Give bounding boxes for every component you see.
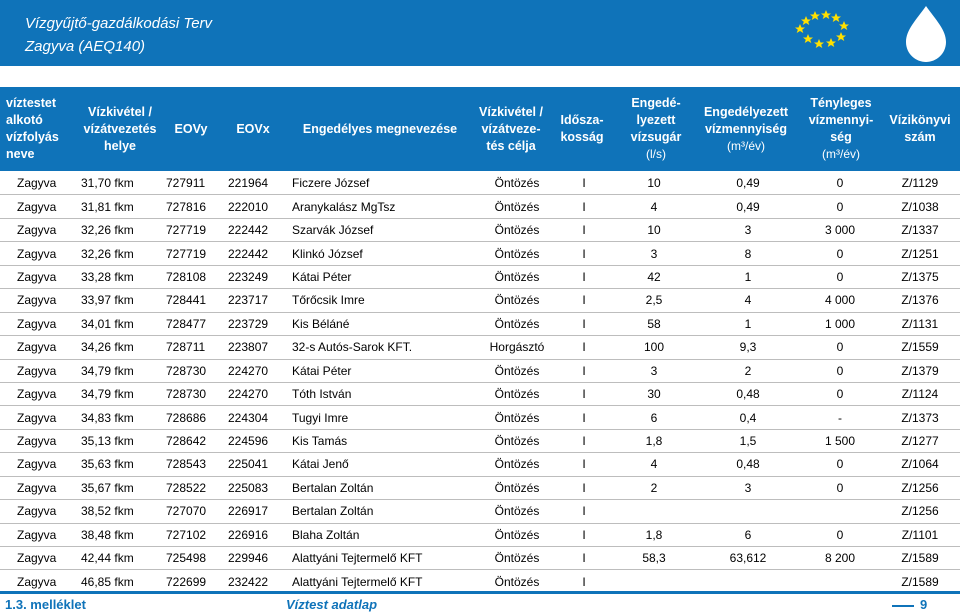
actual-volume-cell: 0 xyxy=(800,172,880,195)
footer-section-label: Víztest adatlap xyxy=(286,597,378,612)
purpose-cell: Öntözés xyxy=(468,570,556,593)
purpose-cell: Öntözés xyxy=(468,218,556,241)
licensed-flow-cell: 2 xyxy=(612,476,696,499)
location-cell: 34,83 fkm xyxy=(74,406,166,429)
licensed-flow-cell: 4 xyxy=(612,453,696,476)
waterbody-cell: Zagyva xyxy=(0,312,74,335)
location-cell: 34,01 fkm xyxy=(74,312,166,335)
eovy-cell: 728730 xyxy=(166,359,228,382)
table-row xyxy=(0,429,960,452)
licensed-flow-cell: 3 xyxy=(612,359,696,382)
eovy-cell: 727070 xyxy=(166,500,228,523)
page-number: 9 xyxy=(920,597,928,612)
licensed-volume-cell: 8 xyxy=(696,242,800,265)
periodicity-cell: I xyxy=(556,218,612,241)
register-number-cell: Z/1038 xyxy=(880,195,960,218)
purpose-cell: Öntözés xyxy=(468,195,556,218)
waterbody-cell: Zagyva xyxy=(0,406,74,429)
licensee-cell: Kátai Péter xyxy=(292,359,468,382)
waterbody-cell: Zagyva xyxy=(0,218,74,241)
register-number-cell: Z/1589 xyxy=(880,570,960,593)
table-row xyxy=(0,406,960,429)
register-number-cell: Z/1589 xyxy=(880,547,960,570)
column-header-location: Vízkivétel / vízátvezetés helye xyxy=(83,104,157,153)
periodicity-cell: I xyxy=(556,429,612,452)
licensed-volume-cell: 0,4 xyxy=(696,406,800,429)
actual-volume-cell: 0 xyxy=(800,195,880,218)
eovx-cell: 223807 xyxy=(228,336,292,359)
licensed-volume-cell: 3 xyxy=(696,476,800,499)
actual-volume-cell: 1 000 xyxy=(800,312,880,335)
table-row xyxy=(0,195,960,218)
licensed-volume-cell: 1,5 xyxy=(696,429,800,452)
waterbody-cell: Zagyva xyxy=(0,336,74,359)
location-cell: 35,63 fkm xyxy=(74,453,166,476)
header-banner xyxy=(0,0,960,66)
location-cell: 34,79 fkm xyxy=(74,382,166,405)
actual-volume-cell: 0 xyxy=(800,523,880,546)
waterbody-cell: Zagyva xyxy=(0,523,74,546)
eovx-cell: 224304 xyxy=(228,406,292,429)
table-row xyxy=(0,476,960,499)
licensed-flow-cell: 58 xyxy=(612,312,696,335)
register-number-cell: Z/1129 xyxy=(880,172,960,195)
waterbody-cell: Zagyva xyxy=(0,172,74,195)
column-header-waterbody: víztestet alkotó vízfolyás neve xyxy=(6,96,59,161)
footer-dash xyxy=(892,605,914,607)
waterbody-cell: Zagyva xyxy=(0,547,74,570)
document-subtitle: Zagyva (AEQ140) xyxy=(25,38,146,55)
eovy-cell: 727816 xyxy=(166,195,228,218)
table-row xyxy=(0,547,960,570)
purpose-cell: Öntözés xyxy=(468,312,556,335)
water-drop-icon xyxy=(906,6,946,62)
footer-divider xyxy=(0,591,960,594)
licensed-flow-cell: 100 xyxy=(612,336,696,359)
water-abstraction-table xyxy=(0,172,960,594)
purpose-cell: Öntözés xyxy=(468,523,556,546)
register-number-cell: Z/1376 xyxy=(880,289,960,312)
periodicity-cell: I xyxy=(556,195,612,218)
periodicity-cell: I xyxy=(556,523,612,546)
eovx-cell: 222442 xyxy=(228,242,292,265)
licensed-flow-cell: 4 xyxy=(612,195,696,218)
purpose-cell: Öntözés xyxy=(468,406,556,429)
periodicity-cell: I xyxy=(556,476,612,499)
register-number-cell: Z/1256 xyxy=(880,500,960,523)
periodicity-cell: I xyxy=(556,359,612,382)
eovy-cell: 728543 xyxy=(166,453,228,476)
eovy-cell: 727719 xyxy=(166,242,228,265)
column-header-licensee: Engedélyes megnevezése xyxy=(302,121,458,136)
licensed-volume-cell: 9,3 xyxy=(696,336,800,359)
licensed-flow-cell xyxy=(612,570,696,593)
eu-flag-water-drop-logo xyxy=(786,2,960,64)
table-row xyxy=(0,523,960,546)
location-cell: 32,26 fkm xyxy=(74,242,166,265)
table-row xyxy=(0,242,960,265)
licensee-cell: Ficzere József xyxy=(292,172,468,195)
actual-volume-cell: 1 500 xyxy=(800,429,880,452)
licensed-volume-cell xyxy=(696,570,800,593)
location-cell: 35,67 fkm xyxy=(74,476,166,499)
register-number-cell: Z/1337 xyxy=(880,218,960,241)
waterbody-cell: Zagyva xyxy=(0,195,74,218)
licensed-volume-cell: 3 xyxy=(696,218,800,241)
register-number-cell: Z/1559 xyxy=(880,336,960,359)
licensed-volume-cell xyxy=(696,500,800,523)
periodicity-cell: I xyxy=(556,406,612,429)
actual-volume-cell: 8 200 xyxy=(800,547,880,570)
table-row xyxy=(0,382,960,405)
eu-stars-icon xyxy=(795,10,849,48)
location-cell: 33,28 fkm xyxy=(74,265,166,288)
table-row xyxy=(0,172,960,195)
licensee-cell: Kis Tamás xyxy=(292,429,468,452)
column-header-eovx: EOVx xyxy=(236,121,270,136)
licensed-volume-cell: 1 xyxy=(696,265,800,288)
table-row xyxy=(0,500,960,523)
licensed-flow-cell: 1,8 xyxy=(612,429,696,452)
column-header-licensed-flow: Engedé- lyezett vízsugár (l/s) xyxy=(630,96,682,161)
eovx-cell: 224270 xyxy=(228,359,292,382)
licensed-flow-cell xyxy=(612,500,696,523)
waterbody-cell: Zagyva xyxy=(0,476,74,499)
location-cell: 35,13 fkm xyxy=(74,429,166,452)
location-cell: 31,70 fkm xyxy=(74,172,166,195)
periodicity-cell: I xyxy=(556,500,612,523)
periodicity-cell: I xyxy=(556,242,612,265)
table-row xyxy=(0,289,960,312)
column-header-purpose: Vízkivétel / vízátveze- tés célja xyxy=(479,104,543,153)
actual-volume-cell: 0 xyxy=(800,476,880,499)
purpose-cell: Öntözés xyxy=(468,382,556,405)
waterbody-cell: Zagyva xyxy=(0,453,74,476)
location-cell: 32,26 fkm xyxy=(74,218,166,241)
location-cell: 38,52 fkm xyxy=(74,500,166,523)
licensed-volume-cell: 0,49 xyxy=(696,172,800,195)
periodicity-cell: I xyxy=(556,570,612,593)
licensee-cell: 32-s Autós-Sarok KFT. xyxy=(292,336,468,359)
column-header-actual-volume: Tényleges vízmennyi- ség (m³/év) xyxy=(808,96,874,161)
purpose-cell: Öntözés xyxy=(468,429,556,452)
waterbody-cell: Zagyva xyxy=(0,382,74,405)
column-header-eovy: EOVy xyxy=(174,121,208,136)
table-row xyxy=(0,453,960,476)
licensed-volume-cell: 0,48 xyxy=(696,382,800,405)
register-number-cell: Z/1124 xyxy=(880,382,960,405)
purpose-cell: Öntözés xyxy=(468,500,556,523)
register-number-cell: Z/1277 xyxy=(880,429,960,452)
table-row xyxy=(0,570,960,593)
eovx-cell: 229946 xyxy=(228,547,292,570)
column-header-register-number: Vízikönyvi szám xyxy=(889,113,951,144)
waterbody-cell: Zagyva xyxy=(0,242,74,265)
eovx-cell: 225041 xyxy=(228,453,292,476)
licensed-volume-cell: 0,49 xyxy=(696,195,800,218)
licensed-volume-cell: 2 xyxy=(696,359,800,382)
actual-volume-cell: 0 xyxy=(800,453,880,476)
licensed-flow-cell: 1,8 xyxy=(612,523,696,546)
actual-volume-cell: 4 000 xyxy=(800,289,880,312)
register-number-cell: Z/1131 xyxy=(880,312,960,335)
location-cell: 42,44 fkm xyxy=(74,547,166,570)
eovy-cell: 728522 xyxy=(166,476,228,499)
eovx-cell: 226916 xyxy=(228,523,292,546)
location-cell: 34,79 fkm xyxy=(74,359,166,382)
register-number-cell: Z/1101 xyxy=(880,523,960,546)
actual-volume-cell: 3 000 xyxy=(800,218,880,241)
purpose-cell: Öntözés xyxy=(468,476,556,499)
eovx-cell: 226917 xyxy=(228,500,292,523)
actual-volume-cell xyxy=(800,570,880,593)
licensee-cell: Bertalan Zoltán xyxy=(292,500,468,523)
location-cell: 31,81 fkm xyxy=(74,195,166,218)
eovx-cell: 222442 xyxy=(228,218,292,241)
purpose-cell: Öntözés xyxy=(468,547,556,570)
actual-volume-cell: 0 xyxy=(800,359,880,382)
purpose-cell: Öntözés xyxy=(468,289,556,312)
eovy-cell: 728686 xyxy=(166,406,228,429)
eovx-cell: 232422 xyxy=(228,570,292,593)
eovy-cell: 728642 xyxy=(166,429,228,452)
eovx-cell: 224270 xyxy=(228,382,292,405)
eovy-cell: 728711 xyxy=(166,336,228,359)
purpose-cell: Öntözés xyxy=(468,265,556,288)
licensed-volume-cell: 63,612 xyxy=(696,547,800,570)
register-number-cell: Z/1375 xyxy=(880,265,960,288)
eovx-cell: 223717 xyxy=(228,289,292,312)
periodicity-cell: I xyxy=(556,336,612,359)
licensee-cell: Alattyáni Tejtermelő KFT xyxy=(292,570,468,593)
licensee-cell: Tugyi Imre xyxy=(292,406,468,429)
eovy-cell: 727719 xyxy=(166,218,228,241)
eovx-cell: 223729 xyxy=(228,312,292,335)
licensee-cell: Kátai Péter xyxy=(292,265,468,288)
waterbody-cell: Zagyva xyxy=(0,359,74,382)
periodicity-cell: I xyxy=(556,382,612,405)
location-cell: 38,48 fkm xyxy=(74,523,166,546)
eovx-cell: 224596 xyxy=(228,429,292,452)
licensed-volume-cell: 0,48 xyxy=(696,453,800,476)
licensee-cell: Szarvák József xyxy=(292,218,468,241)
eovx-cell: 222010 xyxy=(228,195,292,218)
register-number-cell: Z/1379 xyxy=(880,359,960,382)
licensed-volume-cell: 1 xyxy=(696,312,800,335)
licensed-volume-cell: 4 xyxy=(696,289,800,312)
table-row xyxy=(0,312,960,335)
periodicity-cell: I xyxy=(556,312,612,335)
waterbody-cell: Zagyva xyxy=(0,429,74,452)
licensed-flow-cell: 42 xyxy=(612,265,696,288)
table-row xyxy=(0,265,960,288)
purpose-cell: Öntözés xyxy=(468,172,556,195)
licensed-flow-cell: 6 xyxy=(612,406,696,429)
eovy-cell: 727102 xyxy=(166,523,228,546)
licensee-cell: Tóth István xyxy=(292,382,468,405)
document-title: Vízgyűjtő-gazdálkodási Terv xyxy=(25,15,213,32)
eovy-cell: 728441 xyxy=(166,289,228,312)
eovx-cell: 225083 xyxy=(228,476,292,499)
licensed-flow-cell: 10 xyxy=(612,218,696,241)
waterbody-cell: Zagyva xyxy=(0,289,74,312)
eovx-cell: 221964 xyxy=(228,172,292,195)
footer-annex-label: 1.3. melléklet xyxy=(5,597,86,612)
licensee-cell: Blaha Zoltán xyxy=(292,523,468,546)
periodicity-cell: I xyxy=(556,172,612,195)
register-number-cell: Z/1251 xyxy=(880,242,960,265)
licensed-flow-cell: 30 xyxy=(612,382,696,405)
eovy-cell: 725498 xyxy=(166,547,228,570)
waterbody-cell: Zagyva xyxy=(0,500,74,523)
actual-volume-cell: - xyxy=(800,406,880,429)
licensee-cell: Kátai Jenő xyxy=(292,453,468,476)
licensee-cell: Tőrőcsik Imre xyxy=(292,289,468,312)
column-header-licensed-volume: Engedélyezett vízmennyiség (m³/év) xyxy=(703,104,789,153)
licensee-cell: Kis Béláné xyxy=(292,312,468,335)
licensee-cell: Alattyáni Tejtermelő KFT xyxy=(292,547,468,570)
register-number-cell: Z/1373 xyxy=(880,406,960,429)
periodicity-cell: I xyxy=(556,289,612,312)
licensee-cell: Aranykalász MgTsz xyxy=(292,195,468,218)
table-header xyxy=(0,87,960,171)
waterbody-cell: Zagyva xyxy=(0,265,74,288)
register-number-cell: Z/1256 xyxy=(880,476,960,499)
table-row xyxy=(0,218,960,241)
periodicity-cell: I xyxy=(556,453,612,476)
table-row xyxy=(0,336,960,359)
purpose-cell: Öntözés xyxy=(468,242,556,265)
actual-volume-cell xyxy=(800,500,880,523)
purpose-cell: Öntözés xyxy=(468,453,556,476)
location-cell: 33,97 fkm xyxy=(74,289,166,312)
licensed-flow-cell: 58,3 xyxy=(612,547,696,570)
licensed-volume-cell: 6 xyxy=(696,523,800,546)
licensed-flow-cell: 2,5 xyxy=(612,289,696,312)
eovy-cell: 722699 xyxy=(166,570,228,593)
location-cell: 34,26 fkm xyxy=(74,336,166,359)
periodicity-cell: I xyxy=(556,265,612,288)
actual-volume-cell: 0 xyxy=(800,382,880,405)
table-row xyxy=(0,359,960,382)
purpose-cell: Horgásztó xyxy=(468,336,556,359)
purpose-cell: Öntözés xyxy=(468,359,556,382)
column-header-periodicity: Idősza- kosság xyxy=(560,113,604,144)
actual-volume-cell: 0 xyxy=(800,242,880,265)
licensee-cell: Klinkó József xyxy=(292,242,468,265)
register-number-cell: Z/1064 xyxy=(880,453,960,476)
eovx-cell: 223249 xyxy=(228,265,292,288)
eovy-cell: 728108 xyxy=(166,265,228,288)
eovy-cell: 728730 xyxy=(166,382,228,405)
licensed-flow-cell: 10 xyxy=(612,172,696,195)
location-cell: 46,85 fkm xyxy=(74,570,166,593)
waterbody-cell: Zagyva xyxy=(0,570,74,593)
licensed-flow-cell: 3 xyxy=(612,242,696,265)
eovy-cell: 727911 xyxy=(166,172,228,195)
actual-volume-cell: 0 xyxy=(800,336,880,359)
licensee-cell: Bertalan Zoltán xyxy=(292,476,468,499)
eovy-cell: 728477 xyxy=(166,312,228,335)
actual-volume-cell: 0 xyxy=(800,265,880,288)
periodicity-cell: I xyxy=(556,547,612,570)
